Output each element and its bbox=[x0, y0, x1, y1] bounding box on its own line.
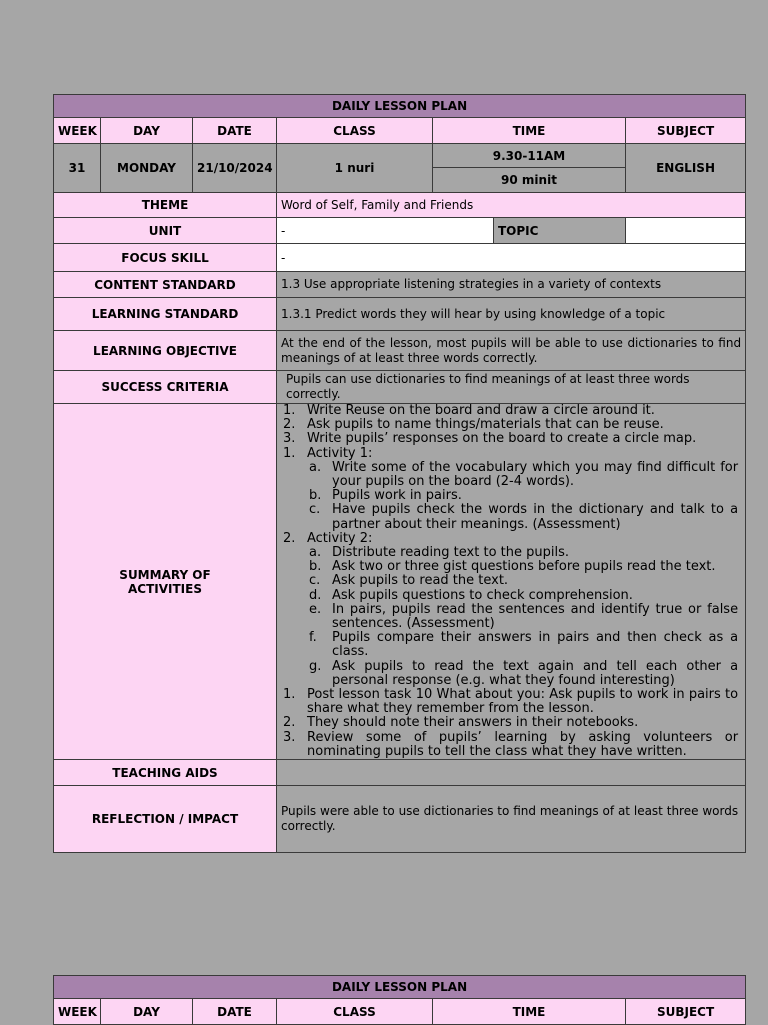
summary-label-line1: SUMMARY OF bbox=[119, 567, 211, 582]
plan2-date-header: DATE bbox=[193, 999, 277, 1025]
activity-item bbox=[283, 489, 738, 503]
activity-number: 2. bbox=[283, 417, 296, 433]
activity-number: b. bbox=[309, 488, 322, 504]
activity-item bbox=[283, 503, 738, 531]
activity-text: Review some of pupils’ learning by asking volunteers or nominating pupils to tell the class what they have written. bbox=[307, 729, 739, 759]
activity-item bbox=[283, 660, 738, 688]
content-standard-label: CONTENT STANDARD bbox=[54, 272, 277, 298]
activity-number: a. bbox=[309, 459, 322, 475]
subject-value: ENGLISH bbox=[626, 144, 746, 193]
activity-text: Post lesson task 10 What about you: Ask pupils to work in pairs to share what they remember from the lesson. bbox=[307, 687, 739, 717]
topic-value bbox=[626, 218, 746, 244]
plan2-subject-header: SUBJECT bbox=[626, 999, 746, 1025]
summary-activities-value bbox=[277, 404, 746, 760]
activity-number: 1. bbox=[283, 445, 296, 461]
plan2-week-header: WEEK bbox=[54, 999, 101, 1025]
activity-item bbox=[283, 688, 738, 716]
plan2-title: DAILY LESSON PLAN bbox=[54, 976, 746, 999]
teaching-aids-value bbox=[277, 760, 746, 786]
duration-value: 90 minit bbox=[433, 168, 626, 193]
activity-text: Activity 1: bbox=[307, 445, 373, 461]
activity-number: g. bbox=[309, 658, 322, 674]
activity-number: b. bbox=[309, 559, 322, 575]
subject-header: SUBJECT bbox=[626, 118, 746, 144]
activity-text: Ask two or three gist questions before pupils read the text. bbox=[332, 559, 716, 575]
date-header: DATE bbox=[193, 118, 277, 144]
theme-label: THEME bbox=[54, 193, 277, 218]
activity-item bbox=[283, 574, 738, 588]
time-value: 9.30-11AM bbox=[433, 144, 626, 168]
activity-number: 3. bbox=[283, 431, 296, 447]
success-criteria-label: SUCCESS CRITERIA bbox=[54, 371, 277, 404]
activity-text: Ask pupils questions to check comprehension. bbox=[332, 587, 633, 603]
activity-number: c. bbox=[309, 502, 321, 518]
focus-skill-value: - bbox=[277, 244, 746, 272]
activity-text: In pairs, pupils read the sentences and identify true or false sentences. (Assessment) bbox=[332, 601, 739, 632]
activity-item bbox=[283, 560, 738, 574]
date-value: 21/10/2024 bbox=[193, 144, 277, 193]
plan-title: DAILY LESSON PLAN bbox=[54, 95, 746, 118]
activity-text: They should note their answers in their notebooks. bbox=[307, 715, 639, 731]
activity-item bbox=[283, 731, 738, 759]
day-value: MONDAY bbox=[101, 144, 193, 193]
week-value: 31 bbox=[54, 144, 101, 193]
topic-label: TOPIC bbox=[494, 218, 626, 244]
unit-value: - bbox=[277, 218, 494, 244]
activity-number: 2. bbox=[283, 530, 296, 546]
week-header: WEEK bbox=[54, 118, 101, 144]
time-header: TIME bbox=[433, 118, 626, 144]
activity-item bbox=[283, 404, 738, 418]
summary-label-line2: ACTIVITIES bbox=[128, 581, 202, 596]
learning-objective-value: At the end of the lesson, most pupils will be able to use dictionaries to find meanings of at least three words correctly. bbox=[277, 331, 746, 371]
teaching-aids-label: TEACHING AIDS bbox=[54, 760, 277, 786]
activity-number: 2. bbox=[283, 715, 296, 731]
unit-label: UNIT bbox=[54, 218, 277, 244]
activity-text: Pupils work in pairs. bbox=[332, 488, 462, 504]
activity-text: Ask pupils to read the text again and tell each other a personal response (e.g. what they found interesting) bbox=[332, 658, 739, 688]
class-value: 1 nuri bbox=[277, 144, 433, 193]
reflection-label: REFLECTION / IMPACT bbox=[54, 786, 277, 853]
activity-item bbox=[283, 447, 738, 461]
learning-standard-value: 1.3.1 Predict words they will hear by using knowledge of a topic bbox=[277, 298, 746, 331]
activity-item bbox=[283, 532, 738, 546]
activity-item bbox=[283, 461, 738, 489]
activity-item bbox=[283, 603, 738, 631]
activity-text: Activity 2: bbox=[307, 530, 373, 546]
activity-number: d. bbox=[309, 587, 322, 603]
activity-text: Write some of the vocabulary which you may find difficult for your pupils on the board (2-4 words). bbox=[332, 459, 739, 490]
activity-text: Pupils compare their answers in pairs and then check as a class. bbox=[332, 630, 739, 660]
activity-text: Ask pupils to read the text. bbox=[332, 573, 509, 589]
content-standard-value: 1.3 Use appropriate listening strategies in a variety of contexts bbox=[277, 272, 746, 298]
lesson-plan-table-2 bbox=[53, 975, 746, 1025]
activity-text: Distribute reading text to the pupils. bbox=[332, 545, 569, 561]
activity-item bbox=[283, 631, 738, 659]
plan2-day-header: DAY bbox=[101, 999, 193, 1025]
activity-number: e. bbox=[309, 601, 322, 617]
activity-item bbox=[283, 432, 738, 446]
activity-item bbox=[283, 589, 738, 603]
plan2-time-header: TIME bbox=[433, 999, 626, 1025]
plan2-class-header: CLASS bbox=[277, 999, 433, 1025]
activity-text: Write pupils’ responses on the board to create a circle map. bbox=[307, 431, 697, 447]
success-criteria-value: Pupils can use dictionaries to find meanings of at least three words correctly. bbox=[277, 371, 746, 404]
activity-number: f. bbox=[309, 630, 317, 646]
activity-number: 1. bbox=[283, 403, 296, 418]
activity-number: 1. bbox=[283, 687, 296, 703]
activity-item bbox=[283, 546, 738, 560]
activity-text: Write Reuse on the board and draw a circle around it. bbox=[307, 403, 655, 418]
activity-number: a. bbox=[309, 545, 322, 561]
activity-item bbox=[283, 418, 738, 432]
activity-number: 3. bbox=[283, 729, 296, 745]
learning-standard-label: LEARNING STANDARD bbox=[54, 298, 277, 331]
activity-text: Have pupils check the words in the dictionary and talk to a partner about their meanings. (Assessment) bbox=[332, 502, 739, 532]
reflection-value: Pupils were able to use dictionaries to find meanings of at least three words correctly. bbox=[277, 786, 746, 853]
day-header: DAY bbox=[101, 118, 193, 144]
learning-objective-label: LEARNING OBJECTIVE bbox=[54, 331, 277, 371]
activity-item bbox=[283, 716, 738, 730]
activity-text: Ask pupils to name things/materials that can be reuse. bbox=[307, 417, 664, 433]
activity-list bbox=[283, 404, 738, 759]
focus-skill-label: FOCUS SKILL bbox=[54, 244, 277, 272]
class-header: CLASS bbox=[277, 118, 433, 144]
activity-number: c. bbox=[309, 573, 321, 589]
lesson-plan-table bbox=[53, 94, 746, 853]
theme-value: Word of Self, Family and Friends bbox=[277, 193, 746, 218]
summary-activities-label bbox=[54, 404, 277, 760]
